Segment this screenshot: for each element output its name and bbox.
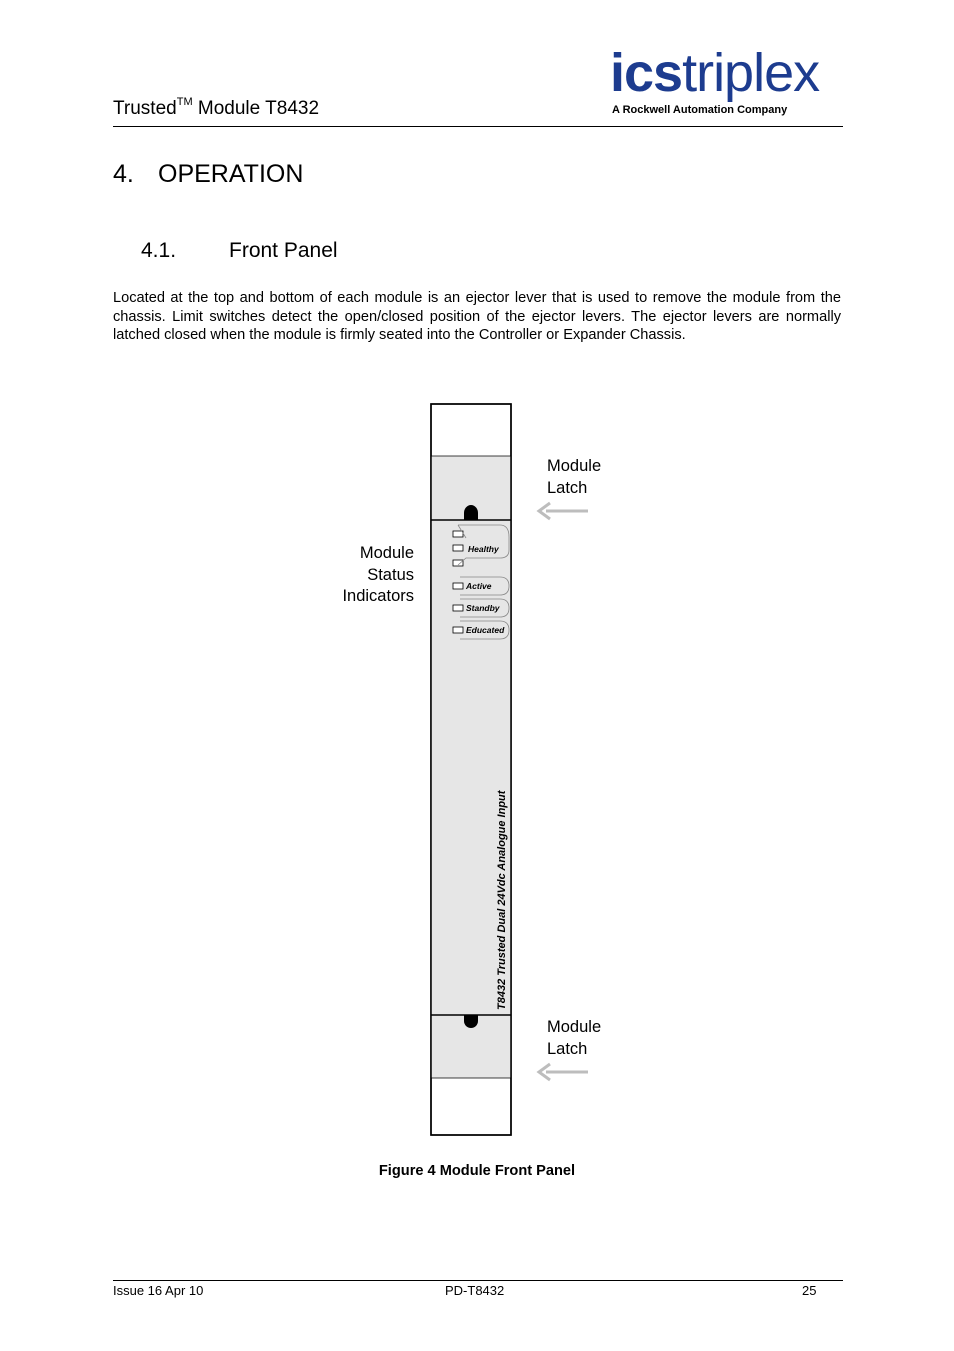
status-indicators-label: Module Status Indicators (342, 544, 414, 605)
body-paragraph: Located at the top and bottom of each module is an ejector lever that is used to remove the module from the chassis. Limit switches detect the open/closed position of the ejector levers. The ejector levers are normally latched closed when the module is firmly seated into the Controller or Expander Chassis. (113, 290, 841, 343)
latch-bottom-arrow (539, 1064, 588, 1080)
panel-product-text: T8432 Trusted Dual 24Vdc Analogue Input (496, 790, 508, 1010)
active-led (453, 583, 463, 589)
logo-tagline: A Rockwell Automation Company (612, 104, 788, 116)
healthy-led-1 (453, 531, 463, 537)
figure-caption: Figure 4 Module Front Panel (378, 1163, 576, 1179)
standby-led (453, 605, 463, 611)
latch-top-label: Module Latch (547, 457, 602, 497)
footer-issue: Issue 16 Apr 10 (113, 1283, 204, 1298)
section-heading: 4. OPERATION (113, 160, 304, 188)
subsection-heading: 4.1. Front Panel (141, 239, 338, 262)
logo-brand-bold: ics (610, 43, 683, 103)
healthy-led-3 (453, 560, 463, 566)
logo-brand-light: triplex (682, 43, 820, 103)
latch-top-arrow (539, 503, 588, 519)
indicator-label-educated: Educated (466, 625, 505, 635)
footer-rule (113, 1280, 843, 1281)
indicator-label-healthy: Healthy (468, 544, 499, 554)
indicator-label-active: Active (466, 581, 492, 591)
header-title: Trusted™ Module T8432 (113, 96, 320, 119)
healthy-led-2 (453, 545, 463, 551)
footer-page-number: 25 (802, 1283, 817, 1298)
indicator-label-standby: Standby (466, 603, 500, 613)
educated-led (453, 627, 463, 633)
latch-bottom-label: Module Latch (547, 1018, 602, 1058)
footer-doc-id: PD-T8432 (445, 1283, 505, 1298)
